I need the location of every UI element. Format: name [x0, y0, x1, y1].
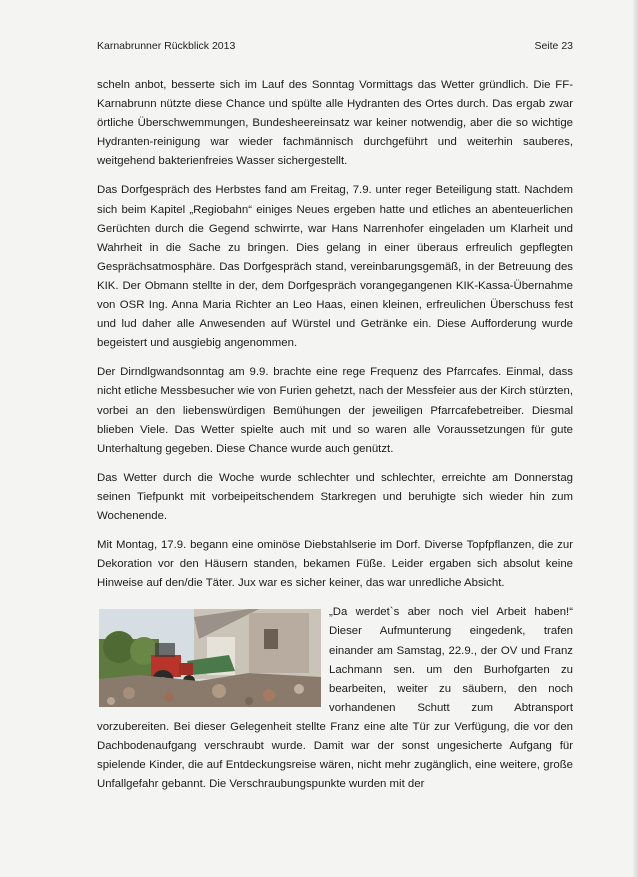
paragraph-diebstahlserie: Mit Montag, 17.9. begann eine ominöse Diebstahlserie im Dorf. Diverse Topfpflanzen, die zur Dekoration vor den Häusern standen, bekamen Füße. Leider ergaben sich absolut keine Hinweise auf den/die Täter. Jux war es sicher keiner, das war unredliche Absicht. — [97, 539, 573, 590]
article-body — [97, 76, 573, 804]
paragraph-wetter: Das Wetter durch die Woche wurde schlechter und schlechter, erreichte am Donnerstag seinen Tiefpunkt mit vorbeipeitschendem Starkregen und beruhigte sich wieder hin zum Wochenende. — [97, 471, 573, 522]
paragraph-burhofgarten: „Da werdet`s aber noch viel Arbeit haben!“ Dieser Aufmunterung eingedenk, trafen einander am Samstag, 22.9., der OV und Franz Lachmann sen. um den Burhofgarten zu bearbeiten, weiter zu säubern, den noch vorhandenen Schutt zum Abtransport vorzubereiten. Bei dieser Gelegenheit stellte Franz eine alte Tür zur Verfügung, die vor den Dachbodenaufgang verschraubt wurde. Damit war der sonst ungesicherte Aufgang für spielende Kinder, die auf Entdeckungsreise wären, nicht mehr zugänglich, eine weitere, große Unfallgefahr gebannt. Die Verschraubungspunkte wurden mit der — [97, 606, 573, 791]
photo-text-block — [97, 603, 573, 794]
page-number: Seite 23 — [534, 40, 573, 52]
paragraph-dorfgespraech: Das Dorfgespräch des Herbstes fand am Freitag, 7.9. unter reger Beteiligung statt. Nachdem sich beim Kapitel „Regiobahn“ einiges Neues ergeben hatte und etliches an abenteuerlichen Gerüchten durch die Gegend schwirrte, war Hans Narrenhofer eingeladen um Klarheit und Wahrheit in die Sache zu bringen. Dies gelang in einer überaus erfreulich gepflegten Gesprächsatmosphäre. Das Dorfgespräch stand, vereinbarungsgemäß, in der Betreuung des KIK. Der Obmann stellte in der, dem Dorfgespräch vorangegangenen KIK-Kassa-Übernahme von OSR Ing. Anna Maria Richter an Leo Haas, einen kleinen, erfreulichen Überschuss fest und lud daher alle Anwesenden auf Würstel und Getränke ein. Diese Aufforderung wurde begeistert und ausgiebig angenommen. — [97, 184, 573, 350]
paragraph-hydranten: scheln anbot, besserte sich im Lauf des Sonntag Vormittags das Wetter gründlich. Die FF-Karnabrunn nützte diese Chance und spülte alle Hydranten des Ortes durch. Das ergab zwar örtliche Überschwemmungen, Bundesheereinsatz war keiner notwendig, aber die so wichtige Hydranten-reinigung war wieder fachmännisch durchgeführt und weiterhin sauberes, weitgehend bakterienfreies Wasser sichergestellt. — [97, 79, 573, 168]
document-title: Karnabrunner Rückblick 2013 — [97, 40, 236, 52]
tractor-rubble-photo — [99, 609, 321, 707]
paragraph-dirndlgwandsonntag: Der Dirndlgwandsonntag am 9.9. brachte eine rege Frequenz des Pfarrcafes. Einmal, dass nicht etliche Messbesucher wie von Furien gehetzt, nach der Messfeier aus der Kirch stürzten, vorbei an den liebenswürdigen Bemühungen der jeweiligen Pfarrcafebetreiber. Diesmal blieben Viele. Das Wetter spielte auch mit und so waren alle Voraussetzungen für gute Unterhaltung gegeben. Diese Chance wurde auch genützt. — [97, 366, 573, 455]
page-edge-shadow — [632, 0, 638, 877]
page-header — [97, 40, 573, 52]
